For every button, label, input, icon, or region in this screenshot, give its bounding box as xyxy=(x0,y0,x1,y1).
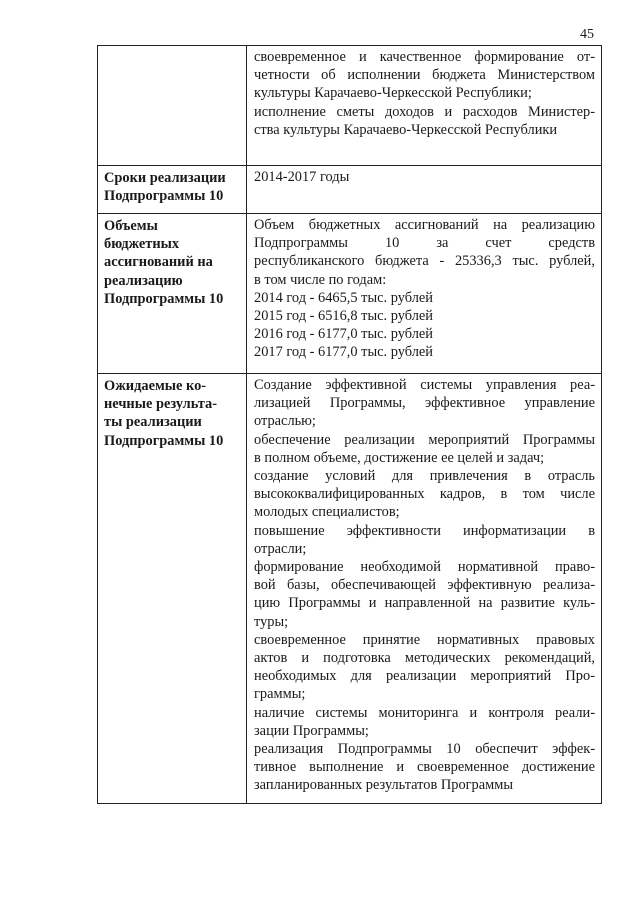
value-text-line: необходимых для реализации мероприятий Про- xyxy=(254,668,595,685)
value-text-line: высококвалифицированных кадров, в том числе xyxy=(254,486,595,503)
value-paragraph xyxy=(254,307,595,325)
value-text-line: туры; xyxy=(254,613,289,630)
value-text-line: граммы; xyxy=(254,686,306,703)
row-label-line: реализацию xyxy=(104,272,183,289)
row-label-line: Ожидаемые ко- xyxy=(104,378,207,394)
row-label-cell xyxy=(98,166,247,214)
row-label-line: Сроки реализации xyxy=(104,170,226,186)
value-paragraph xyxy=(254,467,595,522)
value-paragraph xyxy=(254,631,595,704)
row-label-line: ты реализации xyxy=(104,414,202,431)
value-text-line: отрасли; xyxy=(254,540,307,557)
value-text-line: повышение эффективности информатизации в xyxy=(254,522,595,539)
value-text-line: исполнение сметы доходов и расходов Министер- xyxy=(254,103,595,120)
row-value-cell xyxy=(247,374,602,804)
value-paragraph xyxy=(254,431,595,467)
value-text-line: республиканского бюджета - 25336,3 тыс. рублей, xyxy=(254,253,595,270)
table-row xyxy=(98,214,602,374)
value-text-line: своевременное принятие нормативных правовых xyxy=(254,631,595,648)
row-value-cell xyxy=(247,214,602,374)
value-text-line: 2017 год - 6177,0 тыс. рублей xyxy=(254,344,433,361)
row-label-line: бюджетных xyxy=(104,236,180,253)
value-paragraph xyxy=(254,522,595,558)
value-text-line: зации Программы; xyxy=(254,722,369,739)
row-label-cell xyxy=(98,214,247,374)
value-paragraph xyxy=(254,168,595,186)
value-text-line: обеспечение реализации мероприятий Программы xyxy=(254,431,595,448)
table-row xyxy=(98,166,602,214)
value-paragraph xyxy=(254,216,595,289)
value-text-line: создание условий для привлечения в отрасль xyxy=(254,468,595,485)
table-row xyxy=(98,46,602,166)
value-paragraph xyxy=(254,103,595,139)
table-body xyxy=(98,46,602,804)
value-paragraph xyxy=(254,376,595,431)
row-label-cell xyxy=(98,46,247,166)
value-text-line: наличие системы мониторинга и контроля реали- xyxy=(254,704,595,721)
value-text-line: вой базы, обеспечивающей эффективную реализа- xyxy=(254,577,595,594)
value-text-line: молодых специалистов; xyxy=(254,504,400,521)
row-label-line: Подпрограммы 10 xyxy=(104,290,224,307)
row-label-line: нечные результа- xyxy=(104,396,218,413)
value-text-line: запланированных результатов Программы xyxy=(254,777,514,794)
value-paragraph xyxy=(254,289,595,307)
value-text-line: 2015 год - 6516,8 тыс. рублей xyxy=(254,308,433,325)
row-value-cell xyxy=(247,166,602,214)
value-text-line: цию Программы и направленной на развитие куль- xyxy=(254,595,595,612)
row-label-line: Подпрограммы 10 xyxy=(104,432,224,449)
value-text-line: четности об исполнении бюджета Министерством xyxy=(254,67,595,84)
value-paragraph xyxy=(254,558,595,631)
row-label-line: Подпрограммы 10 xyxy=(104,188,224,205)
value-text-line: 2014-2017 годы xyxy=(254,169,350,185)
value-text-line: Объем бюджетных ассигнований на реализацию xyxy=(254,217,595,233)
row-label-line: Объемы xyxy=(104,218,158,234)
value-text-line: в том числе по годам: xyxy=(254,271,387,288)
value-text-line: актов и подготовка методических рекомендаций, xyxy=(254,650,595,667)
row-value-cell xyxy=(247,46,602,166)
value-paragraph xyxy=(254,325,595,343)
value-text-line: формирование необходимой нормативной право- xyxy=(254,559,595,576)
value-text-line: культуры Карачаево-Черкесской Республики; xyxy=(254,85,532,102)
value-text-line: Создание эффективной системы управления реа- xyxy=(254,377,595,393)
row-label-cell xyxy=(98,374,247,804)
subprogram-passport-table xyxy=(97,45,602,804)
value-text-line: 2016 год - 6177,0 тыс. рублей xyxy=(254,326,433,343)
value-paragraph xyxy=(254,704,595,740)
value-text-line: своевременное и качественное формирование от- xyxy=(254,49,595,65)
value-text-line: реализация Подпрограммы 10 обеспечит эффек- xyxy=(254,741,595,758)
value-paragraph xyxy=(254,343,595,361)
value-paragraph xyxy=(254,740,595,795)
table-row xyxy=(98,374,602,804)
value-text-line: тивное выполнение и своевременное достижение xyxy=(254,759,595,776)
value-text-line: Подпрограммы 10 за счет средств xyxy=(254,235,595,252)
value-text-line: ства культуры Карачаево-Черкесской Республики xyxy=(254,121,558,138)
value-text-line: в полном объеме, достижение ее целей и задач; xyxy=(254,449,545,466)
row-label-line: ассигнований на xyxy=(104,254,213,271)
page-number: 45 xyxy=(580,27,594,42)
value-text-line: отраслью; xyxy=(254,413,316,430)
value-text-line: 2014 год - 6465,5 тыс. рублей xyxy=(254,289,433,306)
value-paragraph xyxy=(254,48,595,103)
value-text-line: лизацией Программы, эффективное управление xyxy=(254,395,595,412)
